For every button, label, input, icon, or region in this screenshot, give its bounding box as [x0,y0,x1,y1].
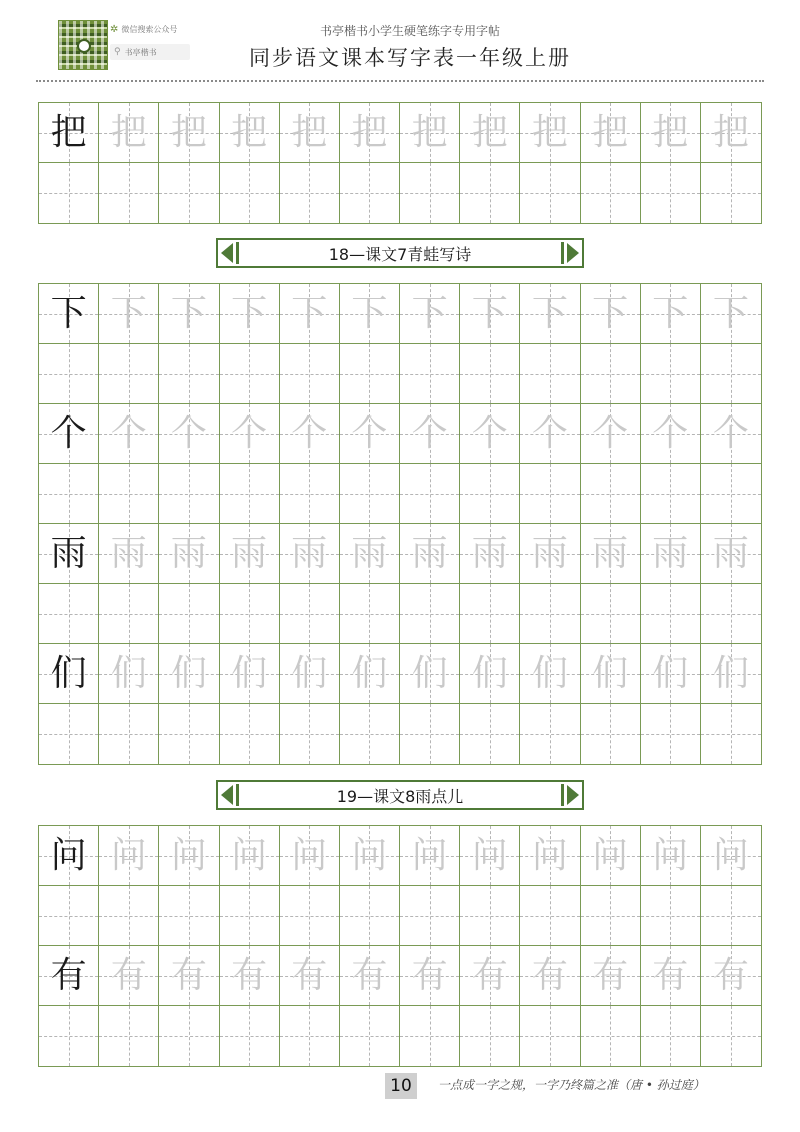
trace-char-cell[interactable] [159,103,219,163]
trace-char: 个 [471,412,508,454]
trace-char-cell[interactable] [400,826,460,886]
trace-char: 个 [652,412,689,454]
trace-char: 下 [531,292,568,334]
trace-char: 有 [231,954,268,996]
trace-char: 有 [170,954,207,996]
trace-char-cell[interactable] [400,284,460,344]
trace-char-cell[interactable] [641,524,701,584]
trace-char: 个 [170,412,207,454]
blank-practice-cell[interactable] [220,464,280,524]
trace-char: 有 [351,954,388,996]
blank-practice-cell[interactable] [39,344,99,404]
blank-practice-cell[interactable] [701,1006,761,1066]
blank-practice-cell[interactable] [280,163,340,223]
blank-practice-cell[interactable] [39,886,99,946]
blank-practice-cell[interactable] [641,886,701,946]
blank-practice-cell[interactable] [400,1006,460,1066]
trace-char-cell[interactable] [220,524,280,584]
trace-char-cell[interactable] [220,103,280,163]
trace-char: 们 [170,652,207,694]
blank-practice-cell[interactable] [400,584,460,644]
blank-practice-cell[interactable] [581,584,641,644]
trace-char: 雨 [652,532,689,574]
trace-char-cell[interactable] [641,103,701,163]
blank-practice-cell[interactable] [99,704,159,764]
trace-char: 把 [592,111,629,153]
blank-practice-cell[interactable] [280,1006,340,1066]
trace-char: 把 [291,111,328,153]
trace-char: 把 [170,111,207,153]
trace-char: 下 [652,292,689,334]
trace-char: 个 [592,412,629,454]
trace-char-cell[interactable] [220,404,280,464]
trace-char-cell[interactable] [99,946,159,1006]
blank-practice-cell[interactable] [280,464,340,524]
blank-practice-cell[interactable] [400,464,460,524]
trace-char-cell[interactable] [581,524,641,584]
trace-char: 把 [712,111,749,153]
blank-practice-cell[interactable] [641,1006,701,1066]
trace-char-cell[interactable] [280,946,340,1006]
trace-char-cell[interactable] [280,404,340,464]
blank-practice-cell[interactable] [99,886,159,946]
lesson-banner-18 [216,238,584,268]
trace-char: 问 [531,834,568,876]
trace-char-cell[interactable] [159,524,219,584]
trace-char: 问 [231,834,268,876]
blank-practice-cell[interactable] [220,886,280,946]
trace-char: 个 [411,412,448,454]
trace-char: 问 [351,834,388,876]
trace-char-cell[interactable] [520,103,580,163]
trace-char: 下 [411,292,448,334]
trace-char: 问 [291,834,328,876]
trace-char: 问 [652,834,689,876]
blank-practice-cell[interactable] [99,344,159,404]
blank-practice-cell[interactable] [581,163,641,223]
blank-practice-cell[interactable] [159,584,219,644]
trace-char: 问 [471,834,508,876]
blank-practice-cell[interactable] [39,584,99,644]
trace-char: 把 [652,111,689,153]
blank-practice-cell[interactable] [99,584,159,644]
blank-practice-cell[interactable] [520,464,580,524]
lesson-title-19: 19—课文8雨点儿 [336,786,464,806]
blank-practice-cell[interactable] [99,464,159,524]
model-char: 把 [50,111,87,153]
trace-char: 问 [592,834,629,876]
trace-char-cell[interactable] [520,284,580,344]
blank-practice-cell[interactable] [340,163,400,223]
trace-char: 下 [110,292,147,334]
trace-char-cell[interactable] [280,644,340,704]
trace-char-cell[interactable] [701,524,761,584]
blank-practice-cell[interactable] [340,464,400,524]
trace-char: 把 [411,111,448,153]
trace-char: 个 [712,412,749,454]
page-number: 10 [385,1073,417,1099]
blank-practice-cell[interactable] [400,704,460,764]
trace-char-cell[interactable] [520,946,580,1006]
trace-char: 下 [592,292,629,334]
blank-practice-cell[interactable] [581,464,641,524]
trace-char: 个 [531,412,568,454]
page-subtitle: 书亭楷书小学生硬笔练字专用字帖 [319,24,500,38]
blank-practice-cell[interactable] [99,163,159,223]
page-title: 同步语文课本写字表一年级上册 [249,46,571,70]
model-char-cell [39,103,99,163]
model-char-cell [39,284,99,344]
trace-char-cell[interactable] [220,826,280,886]
practice-grid-ba [38,102,762,224]
model-char: 问 [50,834,87,876]
trace-char-cell[interactable] [701,946,761,1006]
blank-practice-cell[interactable] [400,344,460,404]
trace-char: 雨 [170,532,207,574]
trace-char: 下 [712,292,749,334]
trace-char: 有 [652,954,689,996]
trace-char: 个 [231,412,268,454]
blank-practice-cell[interactable] [280,584,340,644]
blank-practice-cell[interactable] [220,344,280,404]
trace-char-cell[interactable] [641,826,701,886]
trace-char: 有 [531,954,568,996]
model-char-cell [39,524,99,584]
trace-char-cell[interactable] [220,946,280,1006]
blank-practice-cell[interactable] [280,704,340,764]
trace-char: 们 [471,652,508,694]
trace-char: 把 [351,111,388,153]
trace-char: 个 [110,412,147,454]
blank-practice-cell[interactable] [701,584,761,644]
trace-char-cell[interactable] [159,644,219,704]
blank-practice-cell[interactable] [39,704,99,764]
trace-char-cell[interactable] [99,404,159,464]
trace-char-cell[interactable] [280,284,340,344]
blank-practice-cell[interactable] [701,344,761,404]
trace-char-cell[interactable] [581,644,641,704]
blank-practice-cell[interactable] [460,886,520,946]
trace-char-cell[interactable] [460,524,520,584]
trace-char-cell[interactable] [99,103,159,163]
blank-practice-cell[interactable] [581,886,641,946]
trace-char: 问 [110,834,147,876]
blank-practice-cell[interactable] [400,886,460,946]
blank-practice-cell[interactable] [581,704,641,764]
blank-practice-cell[interactable] [340,704,400,764]
blank-practice-cell[interactable] [220,163,280,223]
model-char: 个 [50,412,87,454]
brand-search-label: 书亭楷书 [124,47,157,57]
trace-char-cell[interactable] [280,524,340,584]
trace-char: 下 [170,292,207,334]
trace-char-cell[interactable] [701,284,761,344]
trace-char: 问 [170,834,207,876]
header-divider [36,80,764,82]
blank-practice-cell[interactable] [159,886,219,946]
trace-char-cell[interactable] [520,826,580,886]
trace-char-cell[interactable] [280,826,340,886]
trace-char: 把 [471,111,508,153]
trace-char-cell[interactable] [340,524,400,584]
trace-char: 们 [592,652,629,694]
trace-char: 有 [110,954,147,996]
trace-char-cell[interactable] [520,524,580,584]
trace-char-cell[interactable] [340,644,400,704]
trace-char: 们 [411,652,448,694]
trace-char: 把 [231,111,268,153]
trace-char: 问 [411,834,448,876]
trace-char-cell[interactable] [340,103,400,163]
blank-practice-cell[interactable] [460,704,520,764]
blank-practice-cell[interactable] [159,163,219,223]
trace-char-cell[interactable] [701,103,761,163]
blank-practice-cell[interactable] [701,704,761,764]
trace-char: 有 [411,954,448,996]
model-char: 有 [50,954,87,996]
trace-char-cell[interactable] [340,284,400,344]
trace-char-cell[interactable] [460,404,520,464]
trace-char: 雨 [411,532,448,574]
blank-practice-cell[interactable] [340,886,400,946]
trace-char-cell[interactable] [641,404,701,464]
trace-char: 下 [291,292,328,334]
trace-char-cell[interactable] [99,284,159,344]
trace-char-cell[interactable] [159,946,219,1006]
trace-char: 们 [531,652,568,694]
blank-practice-cell[interactable] [99,1006,159,1066]
trace-char-cell[interactable] [460,826,520,886]
trace-char: 雨 [471,532,508,574]
trace-char: 们 [712,652,749,694]
trace-char-cell[interactable] [460,103,520,163]
blank-practice-cell[interactable] [220,704,280,764]
blank-practice-cell[interactable] [220,584,280,644]
blank-practice-cell[interactable] [520,704,580,764]
footer-quote: 一点成一字之规，一字乃终篇之准（唐 • 孙过庭） [438,1078,705,1092]
trace-char-cell[interactable] [460,946,520,1006]
blank-practice-cell[interactable] [641,464,701,524]
lesson-banner-19 [216,780,584,810]
trace-char: 有 [592,954,629,996]
blank-practice-cell[interactable] [159,1006,219,1066]
model-char-cell [39,946,99,1006]
trace-char: 雨 [712,532,749,574]
trace-char-cell[interactable] [520,404,580,464]
blank-practice-cell[interactable] [701,886,761,946]
trace-char-cell[interactable] [581,826,641,886]
model-char: 下 [50,292,87,334]
blank-practice-cell[interactable] [520,163,580,223]
trace-char-cell[interactable] [400,524,460,584]
lesson-title-18: 18—课文7青蛙写诗 [328,244,472,264]
trace-char: 雨 [592,532,629,574]
model-char: 雨 [50,532,87,574]
trace-char-cell[interactable] [581,284,641,344]
trace-char: 雨 [110,532,147,574]
blank-practice-cell[interactable] [340,1006,400,1066]
trace-char: 雨 [231,532,268,574]
trace-char: 个 [291,412,328,454]
trace-char-cell[interactable] [340,946,400,1006]
blank-practice-cell[interactable] [460,1006,520,1066]
trace-char: 下 [231,292,268,334]
blank-practice-cell[interactable] [641,704,701,764]
trace-char-cell[interactable] [701,404,761,464]
trace-char-cell[interactable] [641,644,701,704]
trace-char-cell[interactable] [99,524,159,584]
blank-practice-cell[interactable] [220,1006,280,1066]
trace-char: 下 [471,292,508,334]
practice-grid-lesson19 [38,825,762,1067]
blank-practice-cell[interactable] [701,163,761,223]
trace-char: 们 [110,652,147,694]
trace-char-cell[interactable] [159,284,219,344]
trace-char-cell[interactable] [641,946,701,1006]
model-char-cell [39,404,99,464]
trace-char-cell[interactable] [581,946,641,1006]
blank-practice-cell[interactable] [520,886,580,946]
model-char-cell [39,644,99,704]
trace-char-cell[interactable] [280,103,340,163]
trace-char-cell[interactable] [99,644,159,704]
trace-char-cell[interactable] [460,284,520,344]
trace-char-cell[interactable] [581,103,641,163]
trace-char: 有 [712,954,749,996]
trace-char: 有 [471,954,508,996]
blank-practice-cell[interactable] [159,464,219,524]
trace-char: 个 [351,412,388,454]
trace-char-cell[interactable] [581,404,641,464]
trace-char-cell[interactable] [99,826,159,886]
blank-practice-cell[interactable] [460,584,520,644]
blank-practice-cell[interactable] [641,584,701,644]
trace-char-cell[interactable] [159,404,219,464]
trace-char: 问 [712,834,749,876]
trace-char: 雨 [351,532,388,574]
trace-char-cell[interactable] [400,644,460,704]
blank-practice-cell[interactable] [280,344,340,404]
blank-practice-cell[interactable] [641,163,701,223]
blank-practice-cell[interactable] [159,704,219,764]
blank-practice-cell[interactable] [520,584,580,644]
trace-char-cell[interactable] [400,103,460,163]
trace-char-cell[interactable] [340,826,400,886]
blank-practice-cell[interactable] [460,464,520,524]
blank-practice-cell[interactable] [581,1006,641,1066]
trace-char-cell[interactable] [340,404,400,464]
trace-char: 们 [351,652,388,694]
trace-char-cell[interactable] [701,826,761,886]
blank-practice-cell[interactable] [520,344,580,404]
trace-char: 雨 [291,532,328,574]
trace-char: 们 [291,652,328,694]
trace-char-cell[interactable] [641,284,701,344]
trace-char: 雨 [531,532,568,574]
blank-practice-cell[interactable] [460,163,520,223]
blank-practice-cell[interactable] [39,464,99,524]
trace-char-cell[interactable] [220,284,280,344]
blank-practice-cell[interactable] [520,1006,580,1066]
trace-char-cell[interactable] [159,826,219,886]
trace-char: 把 [531,111,568,153]
blank-practice-cell[interactable] [641,344,701,404]
blank-practice-cell[interactable] [581,344,641,404]
trace-char-cell[interactable] [520,644,580,704]
blank-practice-cell[interactable] [340,584,400,644]
blank-practice-cell[interactable] [460,344,520,404]
brand-wechat-label: 微信搜索公众号 [121,24,178,34]
trace-char: 们 [652,652,689,694]
search-icon: ⚲ [114,47,121,57]
practice-grid-lesson18 [38,283,762,765]
trace-char: 有 [291,954,328,996]
model-char: 们 [50,652,87,694]
trace-char-cell[interactable] [701,644,761,704]
trace-char: 下 [351,292,388,334]
blank-practice-cell[interactable] [39,163,99,223]
blank-practice-cell[interactable] [39,1006,99,1066]
trace-char-cell[interactable] [400,946,460,1006]
leaf-icon: ✲ [110,23,119,35]
blank-practice-cell[interactable] [280,886,340,946]
blank-practice-cell[interactable] [701,464,761,524]
model-char-cell [39,826,99,886]
trace-char-cell[interactable] [220,644,280,704]
blank-practice-cell[interactable] [340,344,400,404]
trace-char-cell[interactable] [460,644,520,704]
blank-practice-cell[interactable] [400,163,460,223]
trace-char: 们 [231,652,268,694]
trace-char-cell[interactable] [400,404,460,464]
trace-char: 把 [110,111,147,153]
blank-practice-cell[interactable] [159,344,219,404]
